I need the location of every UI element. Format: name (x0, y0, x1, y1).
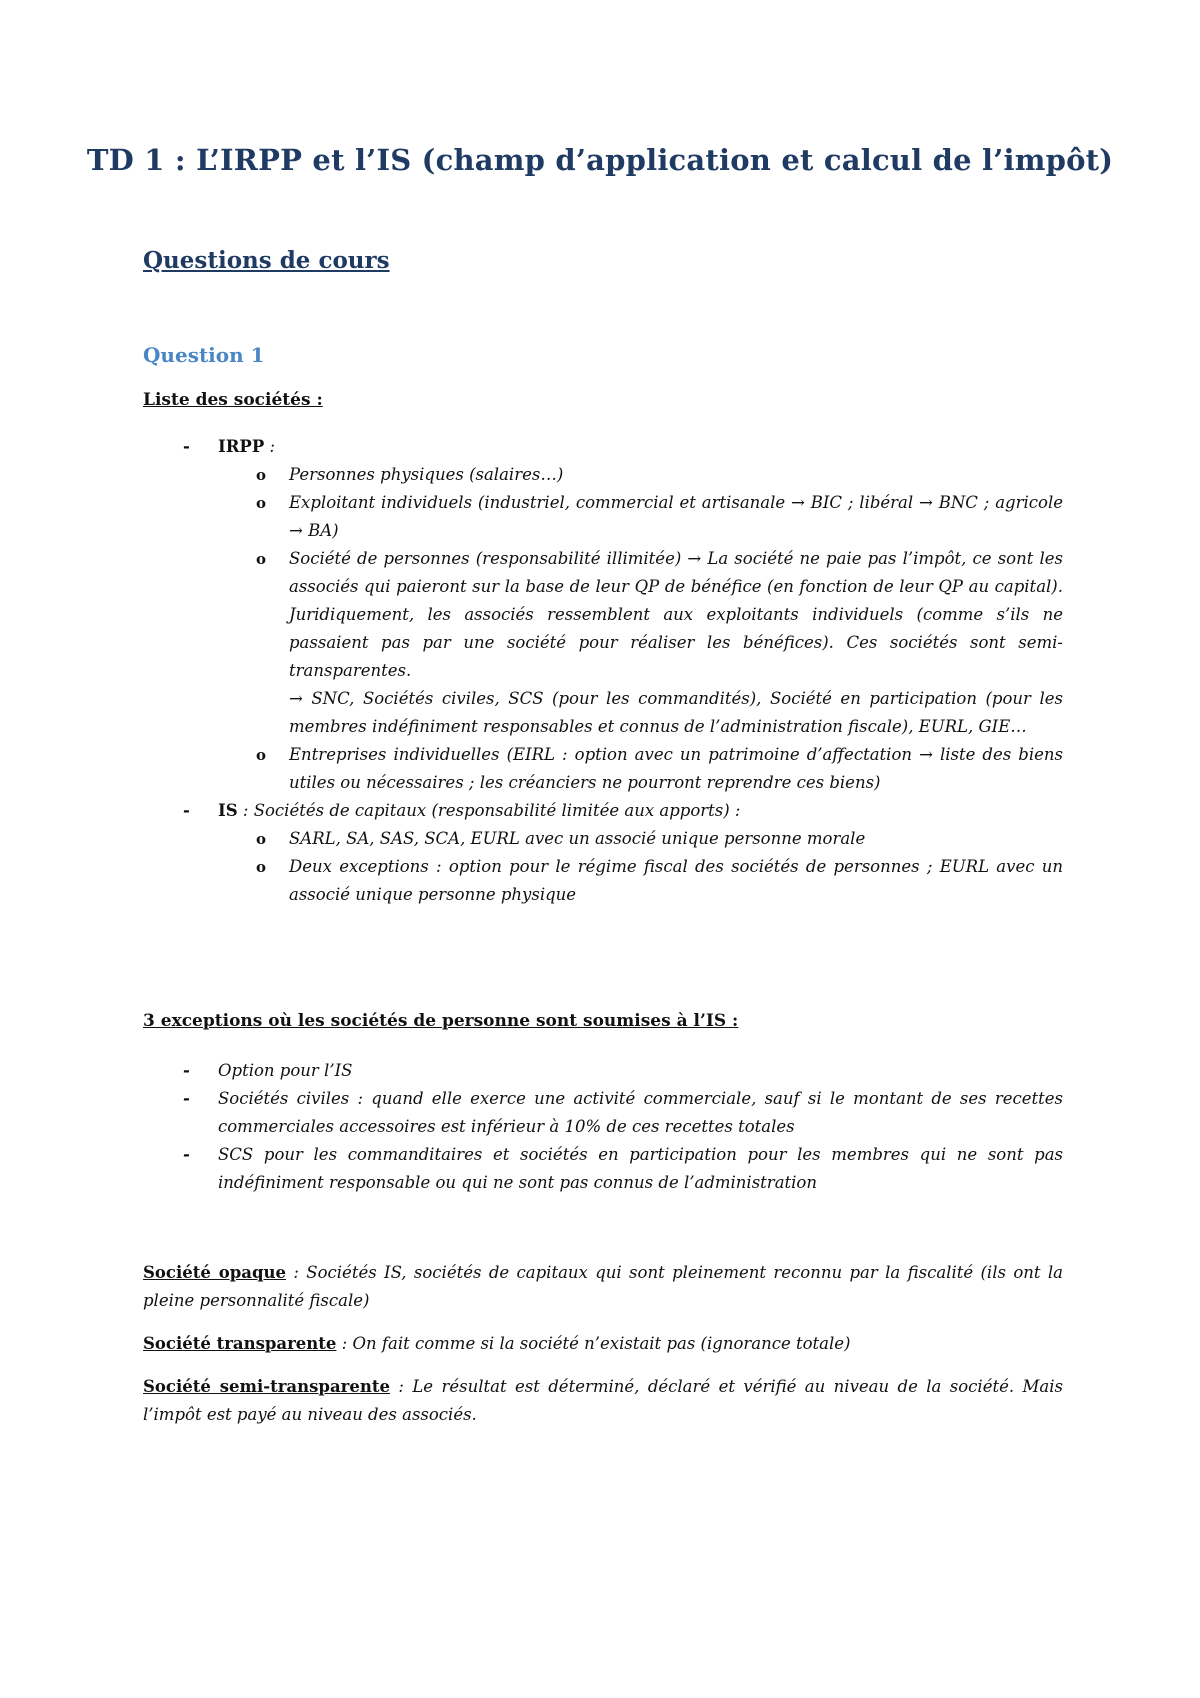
list-item (143, 825, 1063, 853)
exceptions-list (143, 1057, 1063, 1197)
list-item (143, 853, 1063, 909)
exceptions-list-block (143, 1057, 1063, 1197)
irpp-item-extra: → SNC, Sociétés civiles, SCS (pour les commandités), Société en participation (pour les membres indéfiniment responsables et connus de l’administration fiscale), EURL, GIE… (289, 689, 1063, 736)
o-bullet: o (256, 858, 267, 876)
liste-societes-heading: Liste des sociétés : (143, 390, 323, 410)
irpp-label: IRPP (218, 437, 265, 456)
irpp-item-text: Exploitant individuels (industriel, commercial et artisanale → BIC ; libéral → BNC ; agricole → BA) (289, 493, 1063, 540)
is-item-text: Deux exceptions : option pour le régime fiscal des sociétés de personnes ; EURL avec un associé unique personne physique (289, 857, 1063, 904)
definition-semi-text: : Le résultat est déterminé, déclaré et vérifié au niveau de la société. Mais l’impôt est payé au niveau des associés. (143, 1377, 1063, 1424)
irpp-item-text: Personnes physiques (salaires…) (289, 465, 564, 484)
list-item (143, 461, 1063, 489)
dash-bullet: - (183, 1061, 190, 1080)
is-label: IS (218, 801, 238, 820)
list-item-irpp (143, 433, 1063, 797)
irpp-suffix: : (264, 437, 276, 456)
exception-text: Sociétés civiles : quand elle exerce une activité commerciale, sauf si le montant de ses recettes commerciales accessoires est inférieur à 10% de ces recettes totales (218, 1089, 1063, 1136)
list-item (143, 741, 1063, 797)
is-sublist (218, 825, 1063, 909)
o-bullet: o (256, 466, 267, 484)
question-1-heading: Question 1 (143, 343, 265, 367)
dash-bullet: - (183, 801, 190, 820)
term-transparente: Société transparente (143, 1334, 337, 1353)
section-heading-questions-de-cours: Questions de cours (143, 247, 390, 274)
irpp-sublist (218, 461, 1063, 797)
list-item (143, 1141, 1063, 1197)
irpp-is-list (143, 433, 1063, 909)
irpp-item-text: Entreprises individuelles (EIRL : option avec un patrimoine d’affectation → liste des biens utiles ou nécessaires ; les créanciers ne pourront reprendre ces biens) (289, 745, 1063, 792)
term-opaque: Société opaque (143, 1263, 286, 1282)
is-text: : Sociétés de capitaux (responsabilité limitée aux apports) : (237, 801, 741, 820)
o-bullet: o (256, 550, 267, 568)
liste-societes-list (143, 433, 1063, 909)
list-item (143, 489, 1063, 545)
document-title: TD 1 : L’IRPP et l’IS (champ d’application et calcul de l’impôt) (86, 143, 1114, 177)
is-item-text: SARL, SA, SAS, SCA, EURL avec un associé unique personne morale (289, 829, 866, 848)
dash-bullet: - (183, 437, 190, 456)
list-item-is (143, 797, 1063, 909)
list-item (143, 545, 1063, 741)
exception-text: SCS pour les commanditaires et sociétés en participation pour les membres qui ne sont pas indéfiniment responsable ou qui ne sont pas connus de l’administration (218, 1145, 1063, 1192)
definition-transparente-text: : On fait comme si la société n’existait pas (ignorance totale) (336, 1334, 851, 1353)
dash-bullet: - (183, 1145, 190, 1164)
o-bullet: o (256, 494, 267, 512)
exceptions-heading: 3 exceptions où les sociétés de personne sont soumises à l’IS : (143, 1011, 739, 1031)
definition-semi-transparente (143, 1373, 1063, 1429)
definition-transparente (143, 1330, 1063, 1358)
list-item (143, 1057, 1063, 1085)
irpp-item-text: Société de personnes (responsabilité illimitée) → La société ne paie pas l’impôt, ce sont les associés qui paieront sur la base de leur QP de bénéfice (en fonction de leur QP au capital). Juridiquement, les associés ressemblent aux exploitants individuels (comme s’ils ne passaient pas par une société pour réaliser les bénéfices). Ces sociétés sont semi-transparentes. (289, 549, 1063, 680)
list-item (143, 1085, 1063, 1141)
definition-opaque-text: : Sociétés IS, sociétés de capitaux qui sont pleinement reconnu par la fiscalité (ils ont la pleine personnalité fiscale) (143, 1263, 1063, 1310)
o-bullet: o (256, 830, 267, 848)
exception-text: Option pour l’IS (218, 1061, 353, 1080)
o-bullet: o (256, 746, 267, 764)
dash-bullet: - (183, 1089, 190, 1108)
definition-opaque (143, 1259, 1063, 1315)
term-semi-transparente: Société semi-transparente (143, 1377, 390, 1396)
